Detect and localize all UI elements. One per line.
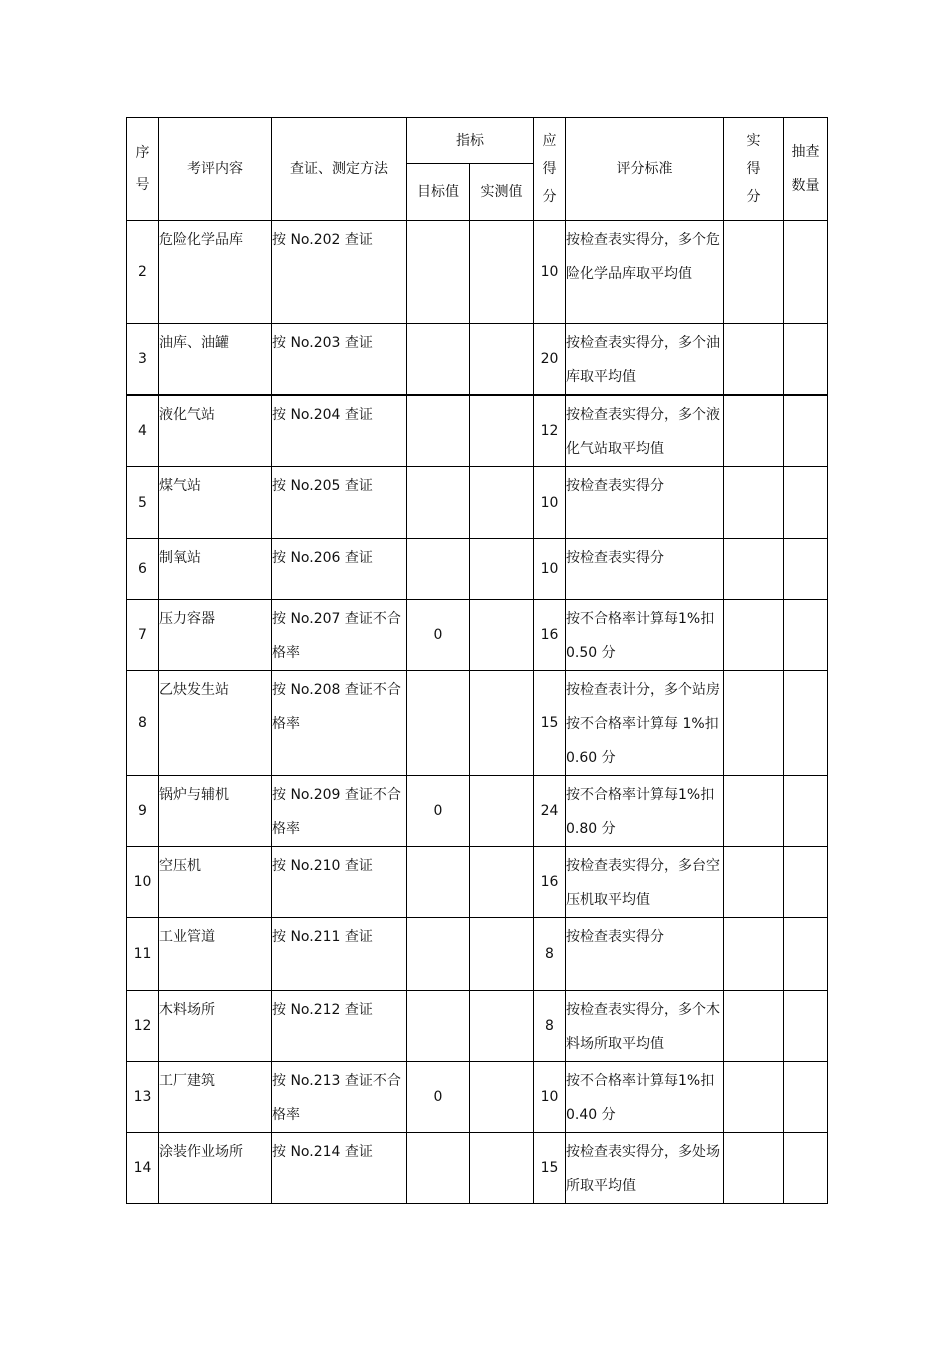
- row-score: 12: [534, 395, 566, 467]
- row-target: [407, 918, 470, 991]
- table-row: [127, 776, 828, 847]
- row-target: [407, 221, 470, 324]
- table-row: [127, 847, 828, 918]
- row-method: 按 No.213 查证不合格率: [272, 1062, 407, 1133]
- row-seq: 5: [127, 467, 159, 539]
- row-score: 10: [534, 1062, 566, 1133]
- row-actual-score: [724, 776, 784, 847]
- row-seq: 2: [127, 221, 159, 324]
- row-criteria: 按不合格率计算每1%扣 0.50 分: [566, 600, 724, 671]
- row-seq: 7: [127, 600, 159, 671]
- header-content: 考评内容: [159, 118, 272, 221]
- header-target: 目标值: [407, 164, 470, 221]
- row-target: 0: [407, 1062, 470, 1133]
- row-method: 按 No.207 查证不合格率: [272, 600, 407, 671]
- row-method: 按 No.208 查证不合格率: [272, 671, 407, 776]
- row-sample-count: [784, 918, 828, 991]
- row-score: 15: [534, 671, 566, 776]
- row-content: 工厂建筑: [159, 1062, 272, 1133]
- row-content: 危险化学品库: [159, 221, 272, 324]
- row-criteria: 按检查表实得分: [566, 539, 724, 600]
- row-target: [407, 539, 470, 600]
- table-row: [127, 539, 828, 600]
- row-method: 按 No.205 查证: [272, 467, 407, 539]
- header-seq-text: 序 号: [135, 145, 150, 193]
- table-row: [127, 600, 828, 671]
- header-should-score-text: 应 得 分: [542, 133, 557, 205]
- row-actual-score: [724, 918, 784, 991]
- row-actual-score: [724, 539, 784, 600]
- row-seq: 3: [127, 324, 159, 396]
- row-target: [407, 395, 470, 467]
- row-criteria: 按检查表实得分，多个油库取平均值: [566, 324, 724, 396]
- row-score: 15: [534, 1133, 566, 1204]
- row-measured: [470, 991, 534, 1062]
- row-content: 空压机: [159, 847, 272, 918]
- table-row: [127, 324, 828, 396]
- row-method: 按 No.203 查证: [272, 324, 407, 396]
- row-criteria: 按不合格率计算每1%扣 0.40 分: [566, 1062, 724, 1133]
- row-target: 0: [407, 600, 470, 671]
- row-content: 工业管道: [159, 918, 272, 991]
- row-seq: 12: [127, 991, 159, 1062]
- row-score: 16: [534, 600, 566, 671]
- row-target: [407, 991, 470, 1062]
- row-content: 乙炔发生站: [159, 671, 272, 776]
- row-criteria: 按检查表实得分，多个木料场所取平均值: [566, 991, 724, 1062]
- row-measured: [470, 221, 534, 324]
- row-actual-score: [724, 671, 784, 776]
- row-seq: 11: [127, 918, 159, 991]
- row-criteria: 按检查表实得分，多处场所取平均值: [566, 1133, 724, 1204]
- row-content: 锅炉与辅机: [159, 776, 272, 847]
- row-target: [407, 847, 470, 918]
- header-actual-score-text: 实 得 分: [746, 133, 761, 205]
- row-sample-count: [784, 991, 828, 1062]
- row-actual-score: [724, 847, 784, 918]
- row-criteria: 按检查表实得分: [566, 467, 724, 539]
- row-method: 按 No.209 查证不合格率: [272, 776, 407, 847]
- header-indicator: 指标: [407, 118, 534, 164]
- row-measured: [470, 324, 534, 396]
- table-row: [127, 1133, 828, 1204]
- row-content: 油库、油罐: [159, 324, 272, 396]
- header-actual-score: [724, 118, 784, 221]
- header-criteria: 评分标准: [566, 118, 724, 221]
- row-seq: 9: [127, 776, 159, 847]
- row-sample-count: [784, 1133, 828, 1204]
- row-method: 按 No.212 查证: [272, 991, 407, 1062]
- row-seq: 8: [127, 671, 159, 776]
- row-criteria: 按检查表计分，多个站房按不合格率计算每 1%扣 0.60 分: [566, 671, 724, 776]
- row-target: [407, 671, 470, 776]
- row-measured: [470, 600, 534, 671]
- row-sample-count: [784, 324, 828, 396]
- row-sample-count: [784, 671, 828, 776]
- row-actual-score: [724, 1062, 784, 1133]
- row-target: 0: [407, 776, 470, 847]
- table-row: [127, 991, 828, 1062]
- row-method: 按 No.202 查证: [272, 221, 407, 324]
- row-score: 10: [534, 539, 566, 600]
- row-sample-count: [784, 467, 828, 539]
- row-method: 按 No.206 查证: [272, 539, 407, 600]
- scoring-table: [126, 117, 828, 1204]
- row-content: 压力容器: [159, 600, 272, 671]
- row-score: 8: [534, 918, 566, 991]
- row-sample-count: [784, 847, 828, 918]
- row-sample-count: [784, 539, 828, 600]
- header-sample-count: [784, 118, 828, 221]
- row-sample-count: [784, 1062, 828, 1133]
- row-score: 24: [534, 776, 566, 847]
- header-sample-count-text: 抽查 数量: [791, 144, 820, 194]
- row-method: 按 No.204 查证: [272, 395, 407, 467]
- row-criteria: 按检查表实得分，多台空压机取平均值: [566, 847, 724, 918]
- row-actual-score: [724, 395, 784, 467]
- row-actual-score: [724, 1133, 784, 1204]
- row-sample-count: [784, 776, 828, 847]
- row-sample-count: [784, 395, 828, 467]
- row-criteria: 按不合格率计算每1%扣 0.80 分: [566, 776, 724, 847]
- table-row: [127, 1062, 828, 1133]
- row-criteria: 按检查表实得分: [566, 918, 724, 991]
- row-score: 10: [534, 221, 566, 324]
- row-actual-score: [724, 600, 784, 671]
- header-measured: 实测值: [470, 164, 534, 221]
- row-content: 煤气站: [159, 467, 272, 539]
- row-measured: [470, 847, 534, 918]
- row-target: [407, 1133, 470, 1204]
- row-criteria: 按检查表实得分，多个危险化学品库取平均值: [566, 221, 724, 324]
- row-actual-score: [724, 991, 784, 1062]
- table-row: [127, 395, 828, 467]
- row-measured: [470, 539, 534, 600]
- table-row: [127, 671, 828, 776]
- row-seq: 6: [127, 539, 159, 600]
- row-seq: 4: [127, 395, 159, 467]
- row-content: 涂装作业场所: [159, 1133, 272, 1204]
- row-method: 按 No.211 查证: [272, 918, 407, 991]
- row-target: [407, 324, 470, 396]
- row-seq: 10: [127, 847, 159, 918]
- row-score: 8: [534, 991, 566, 1062]
- row-sample-count: [784, 221, 828, 324]
- row-method: 按 No.214 查证: [272, 1133, 407, 1204]
- row-score: 10: [534, 467, 566, 539]
- row-measured: [470, 395, 534, 467]
- row-measured: [470, 918, 534, 991]
- row-seq: 14: [127, 1133, 159, 1204]
- header-seq: [127, 118, 159, 221]
- row-score: 16: [534, 847, 566, 918]
- row-actual-score: [724, 467, 784, 539]
- table-row: [127, 221, 828, 324]
- row-content: 液化气站: [159, 395, 272, 467]
- row-seq: 13: [127, 1062, 159, 1133]
- row-measured: [470, 671, 534, 776]
- row-score: 20: [534, 324, 566, 396]
- row-content: 木料场所: [159, 991, 272, 1062]
- row-actual-score: [724, 221, 784, 324]
- header-should-score: [534, 118, 566, 221]
- row-measured: [470, 1062, 534, 1133]
- row-measured: [470, 776, 534, 847]
- row-actual-score: [724, 324, 784, 396]
- row-content: 制氧站: [159, 539, 272, 600]
- table-row: [127, 467, 828, 539]
- row-target: [407, 467, 470, 539]
- header-method: 查证、测定方法: [272, 118, 407, 221]
- row-sample-count: [784, 600, 828, 671]
- row-method: 按 No.210 查证: [272, 847, 407, 918]
- row-criteria: 按检查表实得分，多个液化气站取平均值: [566, 395, 724, 467]
- row-measured: [470, 467, 534, 539]
- row-measured: [470, 1133, 534, 1204]
- table-row: [127, 918, 828, 991]
